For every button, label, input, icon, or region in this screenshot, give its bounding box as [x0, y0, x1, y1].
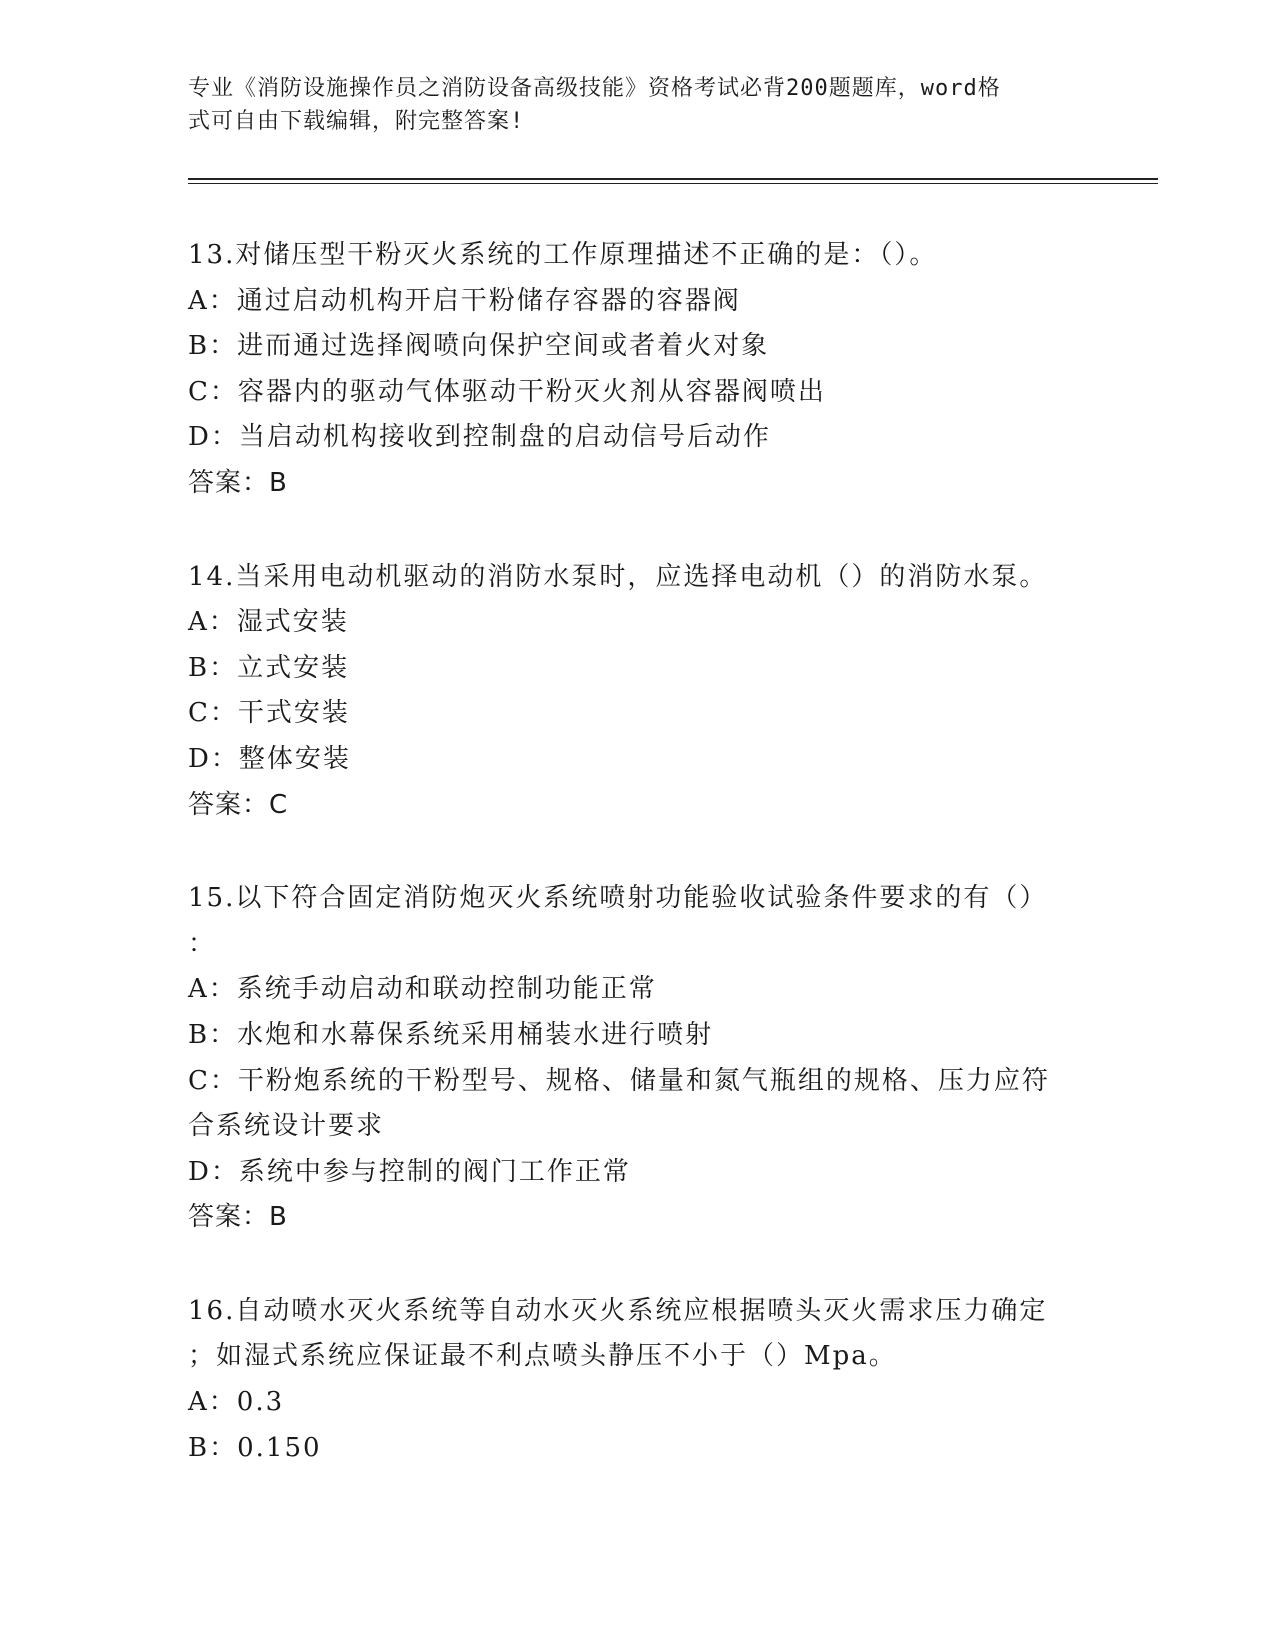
option-b: B：立式安装: [188, 652, 350, 683]
question-stem: 13.对储压型干粉灭火系统的工作原理描述不正确的是：（）。: [188, 240, 938, 270]
question-stem-line-2: ；如湿式系统应保证最不利点喷头静压不小于（）Mpa。: [188, 1341, 897, 1372]
question-16: [188, 1289, 1088, 1471]
question-stem: 14.当采用电动机驱动的消防水泵时，应选择电动机（）的消防水泵。: [188, 561, 1048, 592]
option-c: C：干式安装: [188, 698, 350, 729]
question-stem-line-1: 16.自动喷水灭火系统等自动水灭火系统应根据喷头灭火需求压力确定: [188, 1295, 1048, 1326]
answer-label: 答案：B: [188, 1202, 288, 1233]
document-header: [188, 72, 1078, 138]
question-15: [188, 876, 1088, 1241]
answer-label: 答案：B: [188, 467, 288, 498]
header-line-2: 式可自由下载编辑，附完整答案!: [188, 109, 525, 134]
question-list: [188, 233, 1088, 1519]
option-b: B：0.150: [188, 1432, 322, 1463]
option-a: A：0.3: [188, 1387, 285, 1418]
question-stem-line-2: ：: [188, 928, 217, 959]
header-rule-thick: [188, 178, 1158, 180]
question-13: [188, 233, 1088, 507]
question-stem-line-1: 15.以下符合固定消防炮灭火系统喷射功能验收试验条件要求的有（）: [188, 883, 1048, 914]
option-d: D：系统中参与控制的阀门工作正常: [188, 1156, 631, 1187]
option-a: A：湿式安装: [188, 607, 349, 638]
option-a: A：通过启动机构开启干粉储存容器的容器阀: [188, 285, 741, 316]
option-d: D：当启动机构接收到控制盘的启动信号后动作: [188, 422, 771, 453]
header-line-1: 专业《消防设施操作员之消防设备高级技能》资格考试必背200题题库，word格: [188, 76, 1001, 101]
option-b: B：水炮和水幕保系统采用桶装水进行喷射: [188, 1019, 714, 1050]
option-c: C：容器内的驱动气体驱动干粉灭火剂从容器阀喷出: [188, 376, 826, 407]
option-c-line-1: C：干粉炮系统的干粉型号、规格、储量和氮气瓶组的规格、压力应符: [188, 1065, 1050, 1096]
option-c-line-2: 合系统设计要求: [188, 1111, 385, 1142]
option-a: A：系统手动启动和联动控制功能正常: [188, 974, 657, 1005]
header-rule-thin: [188, 183, 1158, 184]
option-d: D：整体安装: [188, 743, 351, 774]
answer-label: 答案：C: [188, 789, 289, 820]
option-b: B：进而通过选择阀喷向保护空间或者着火对象: [188, 331, 770, 362]
question-14: [188, 555, 1088, 829]
